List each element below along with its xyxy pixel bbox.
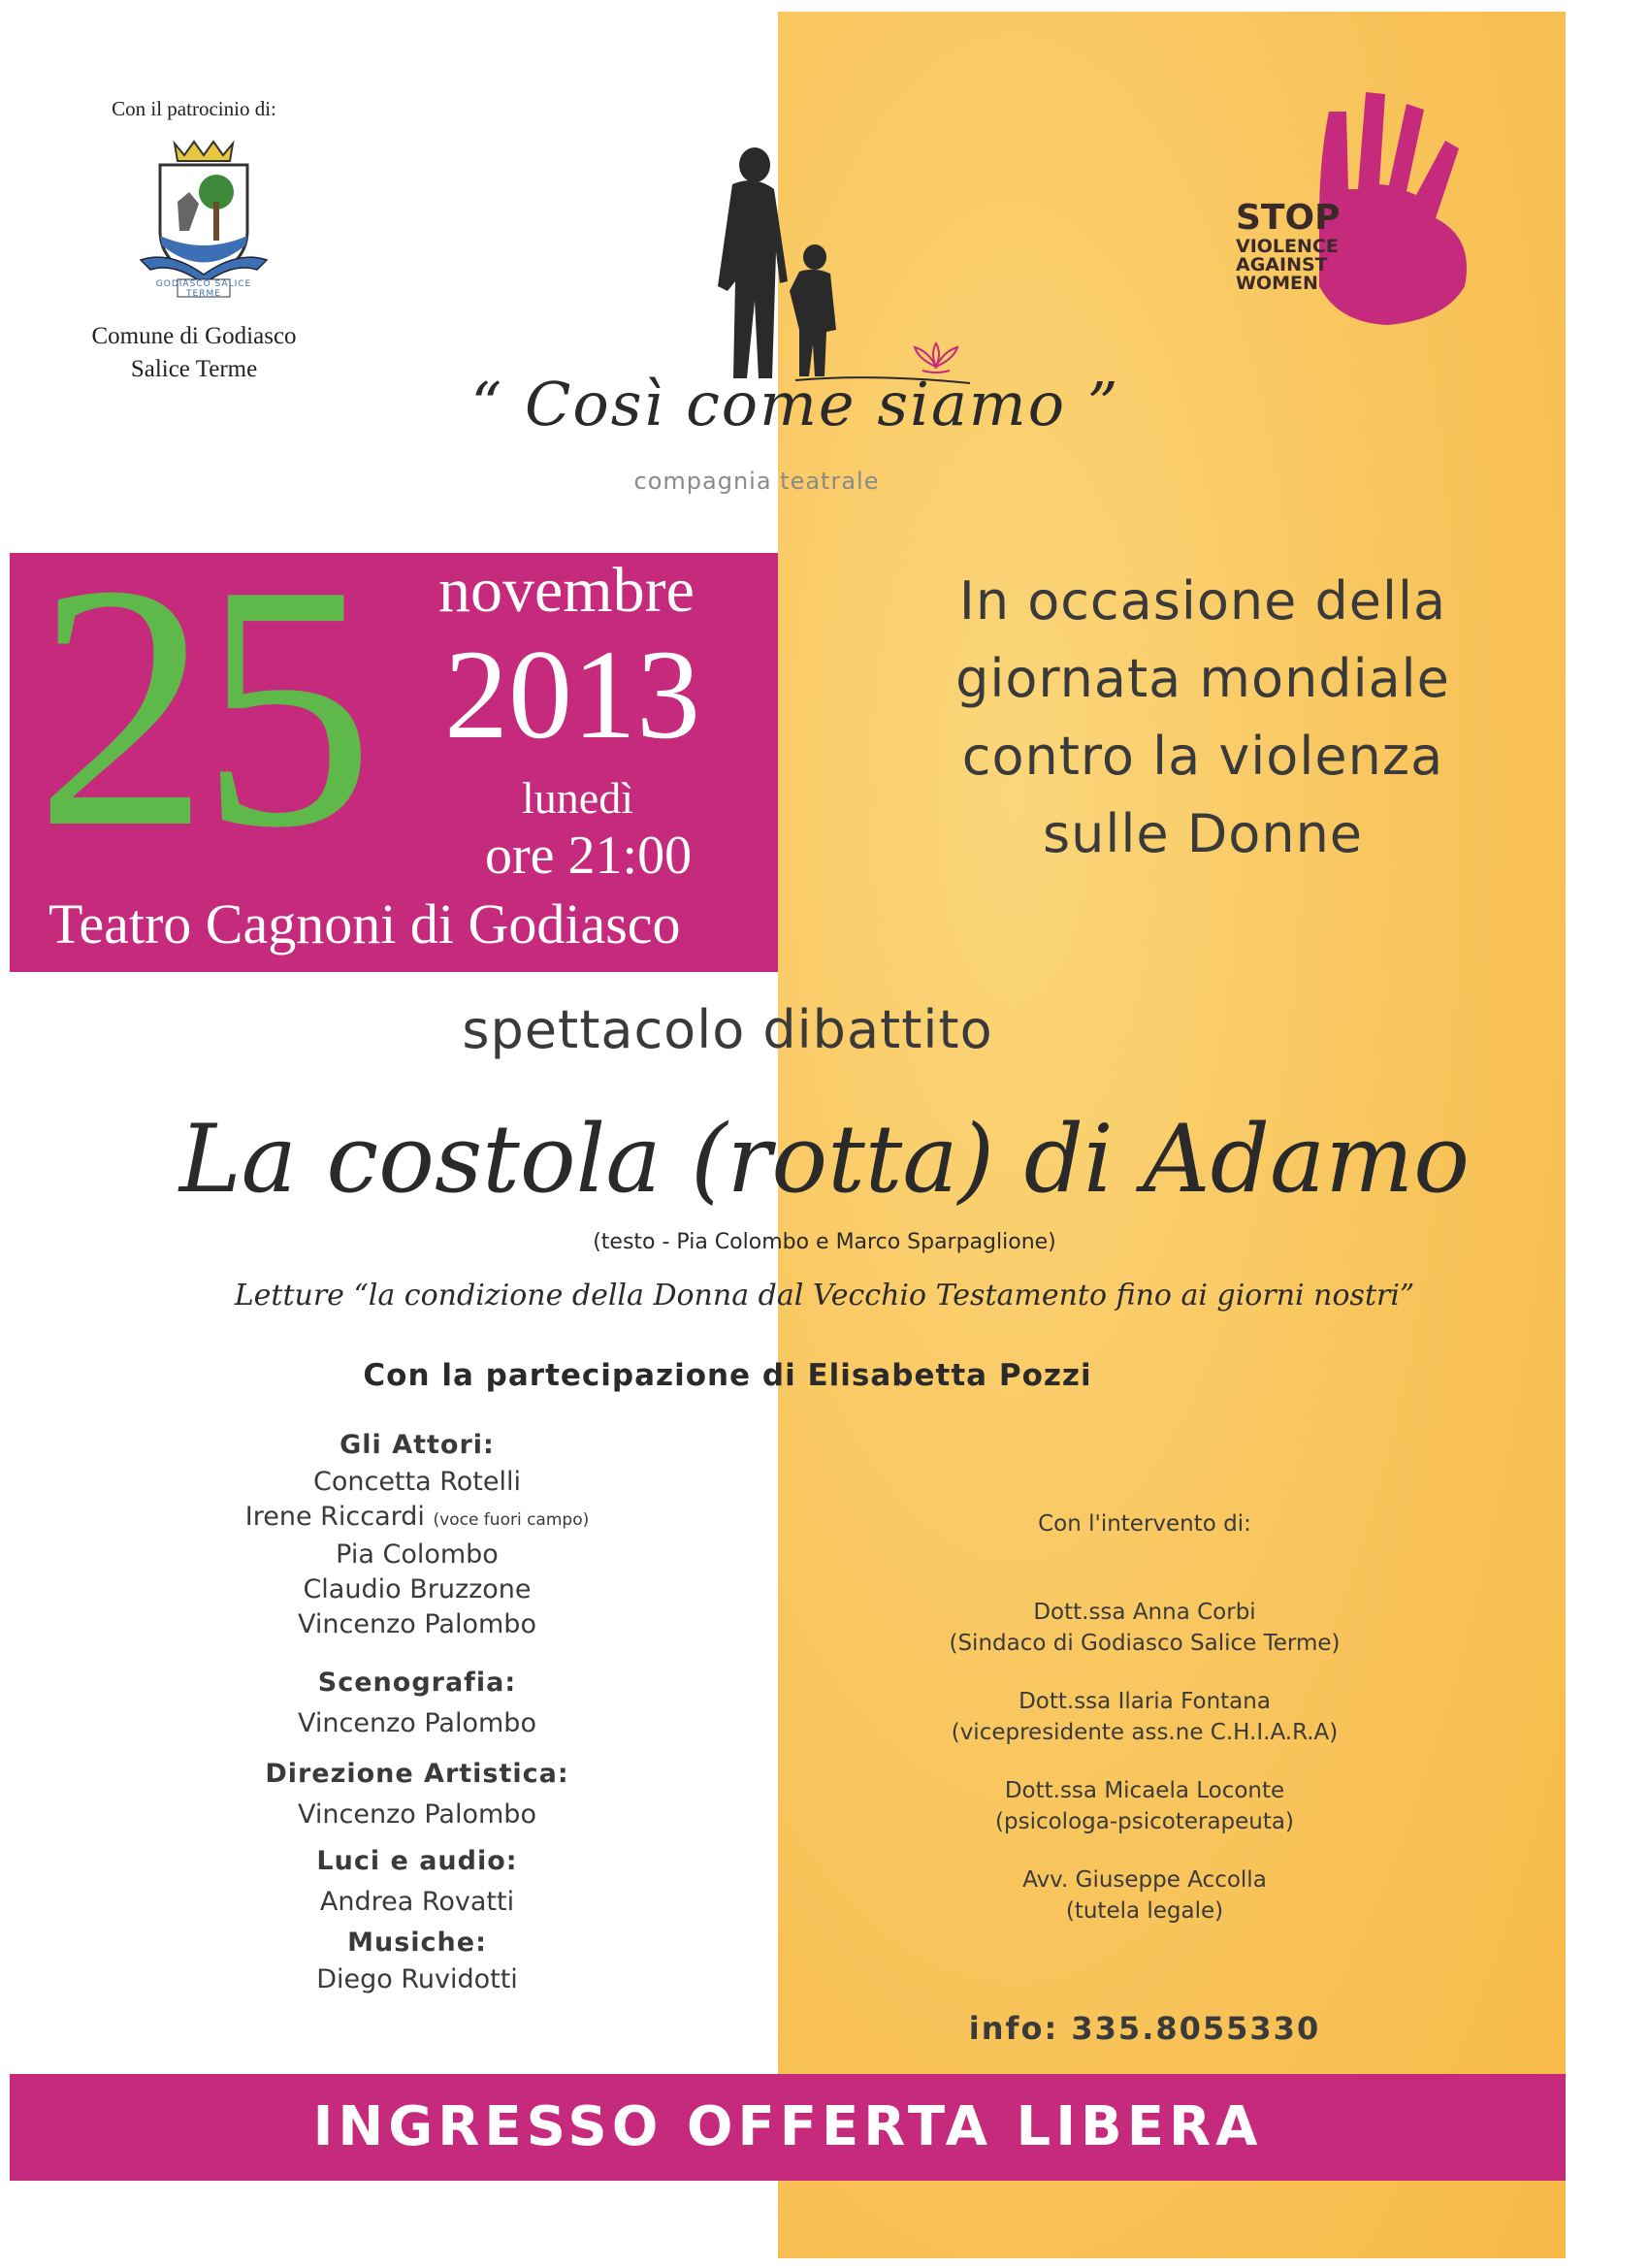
time-text: ore 21:00 [485, 826, 693, 886]
father-child-silhouette-icon [679, 136, 989, 398]
town-crest-icon [131, 134, 276, 299]
speaker-role: (tutela legale) [1065, 1898, 1224, 1924]
town-name [58, 320, 330, 386]
actor-item: Concetta Rotelli [312, 1467, 521, 1497]
info-phone: info: 335.8055330 [968, 2010, 1321, 2047]
speakers-block [854, 1509, 1436, 1927]
company-name: “ Così come siamo ” [470, 369, 1120, 439]
crest-label: GODIASCO SALICE TERME [155, 279, 252, 299]
occasion-line-4: sulle Donne [1042, 803, 1364, 864]
occasion-line-3: contro la violenza [961, 726, 1444, 787]
against-text: AGAINST [1236, 254, 1328, 275]
actor-item: Claudio Bruzzone [303, 1574, 532, 1604]
speaker-name: Dott.ssa Anna Corbi [1033, 1600, 1256, 1625]
speaker-role: (vicepresidente ass.ne C.H.I.A.R.A) [951, 1720, 1339, 1745]
direction-heading: Direzione Artistica: [265, 1759, 569, 1789]
speakers-heading: Con l'intervento di: [1038, 1511, 1251, 1537]
actor-item: Pia Colombo [336, 1539, 499, 1570]
weekday-text: lunedì [522, 773, 633, 823]
speaker-name: Avv. Giuseppe Accolla [1022, 1867, 1267, 1893]
music-heading: Musiche: [347, 1928, 487, 1958]
speaker-role: (Sindaco di Godiasco Salice Terme) [949, 1631, 1341, 1656]
women-text: WOMEN [1236, 273, 1318, 294]
footer-text: INGRESSO OFFERTA LIBERA [312, 2095, 1263, 2158]
speaker-item [854, 1864, 1436, 1927]
occasion-line-1: In occasione della [958, 570, 1447, 632]
actor-name: Irene Riccardi [244, 1502, 425, 1532]
stop-violence-badge [1236, 82, 1504, 335]
month-text: novembre [438, 555, 695, 626]
actors-heading: Gli Attori: [340, 1430, 495, 1460]
scenography-name: Vincenzo Palombo [298, 1708, 536, 1738]
show-title: La costola (rotta) di Adamo [178, 1105, 1471, 1214]
show-authors: (testo - Pia Colombo e Marco Sparpaglione) [593, 1230, 1056, 1254]
show-readings: Letture “la condizione della Donna dal Vecchio Testamento fino ai giorni nostri” [234, 1279, 1415, 1312]
stop-text: STOP [1236, 198, 1341, 238]
speaker-item [854, 1686, 1436, 1748]
occasion-text [805, 563, 1600, 873]
town-line-2: Salice Terme [130, 356, 258, 382]
actor-item [223, 1500, 611, 1538]
town-line-1: Comune di Godiasco [91, 323, 297, 349]
actor-note: (voce fuori campo) [433, 1510, 590, 1530]
day-number: 25 [35, 512, 365, 899]
company-subtitle: compagnia teatrale [633, 468, 880, 495]
lights-name: Andrea Rovatti [319, 1887, 515, 1917]
credits-block [223, 1426, 611, 1997]
direction-name: Vincenzo Palombo [298, 1799, 536, 1830]
speaker-item [854, 1775, 1436, 1837]
speaker-name: Dott.ssa Ilaria Fontana [1018, 1689, 1271, 1714]
actor-item: Vincenzo Palombo [298, 1609, 536, 1639]
music-name: Diego Ruvidotti [316, 1964, 518, 1994]
speaker-item [854, 1597, 1436, 1659]
show-kind: spettacolo dibattito [462, 999, 993, 1060]
participation-text: Con la partecipazione di Elisabetta Pozzi [363, 1358, 1092, 1393]
violence-text: VIOLENCE [1236, 236, 1339, 257]
patronage-heading: Con il patrocinio di: [112, 97, 276, 120]
venue-text: Teatro Cagnoni di Godiasco [48, 892, 681, 956]
speaker-role: (psicologa-psicoterapeuta) [995, 1809, 1294, 1834]
lights-heading: Luci e audio: [316, 1846, 518, 1876]
year-text: 2013 [444, 623, 700, 765]
scenography-heading: Scenografia: [317, 1668, 517, 1698]
speaker-name: Dott.ssa Micaela Loconte [1004, 1778, 1285, 1803]
occasion-line-2: giornata mondiale [955, 648, 1450, 709]
